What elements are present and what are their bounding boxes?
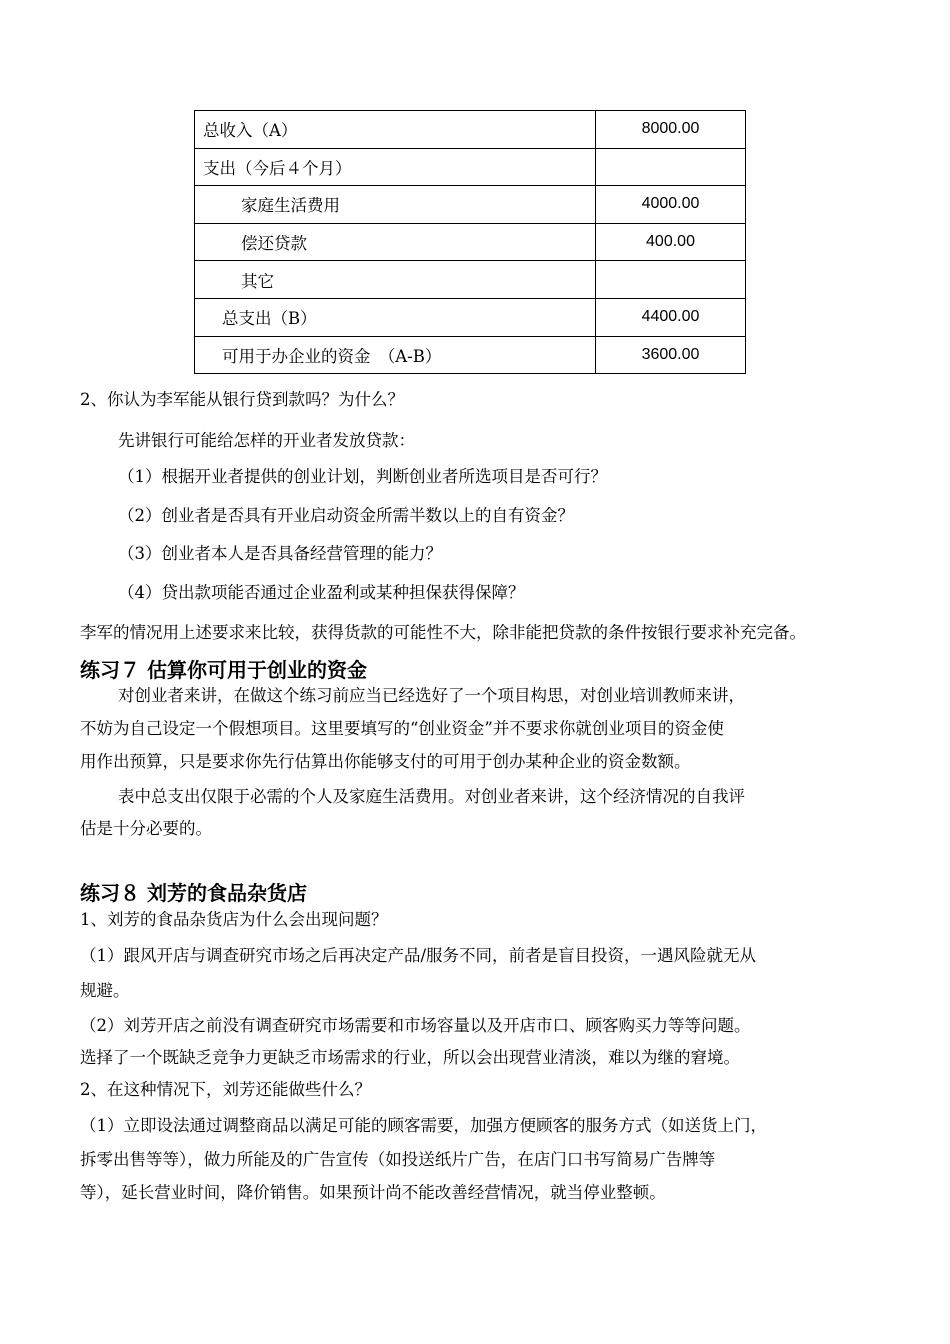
paragraph-line: 不妨为自己设定一个假想项目。这里要填写的“创业资金”并不要求你就创业项目的资金使 <box>80 719 724 738</box>
paragraph-line: 表中总支出仅限于必需的个人及家庭生活费用。对创业者来讲，这个经济情况的自我评 <box>118 787 745 806</box>
row-label: 可用于办企业的资金 （A-B） <box>195 336 596 374</box>
row-label: 其它 <box>195 261 596 299</box>
row-value <box>596 261 746 299</box>
row-value: 4000.00 <box>596 186 746 224</box>
table-row <box>195 261 746 299</box>
paragraph-line: （2）刘芳开店之前没有调查研究市场需要和市场容量以及开店市口、顾客购买力等等问题。 <box>80 1016 751 1035</box>
question-2-intro: 先讲银行可能给怎样的开业者发放贷款： <box>118 431 415 450</box>
question-2-conclusion: 李军的情况用上述要求来比较，获得货款的可能性不大，除非能把贷款的条件按银行要求补充完备。 <box>80 623 806 642</box>
paragraph-line: 等），延长营业时间，降价销售。如果预计尚不能改善经营情况，就当停业整顿。 <box>80 1183 666 1202</box>
criteria-item: （1）根据开业者提供的创业计划，判断创业者所选项目是否可行？ <box>118 467 607 486</box>
row-label: 总支出（B） <box>195 298 596 336</box>
row-value: 8000.00 <box>596 111 746 149</box>
paragraph-line: 选择了一个既缺乏竞争力更缺乏市场需求的行业，所以会出现营业清淡，难以为继的窘境。 <box>80 1048 740 1067</box>
criteria-item: （3）创业者本人是否具备经营管理的能力？ <box>118 544 442 563</box>
question-2: 2、在这种情况下，刘芳还能做些什么？ <box>80 1080 371 1099</box>
question-1: 1、刘芳的食品杂货店为什么会出现问题？ <box>80 910 388 929</box>
table-row <box>195 336 746 374</box>
row-value: 400.00 <box>596 223 746 261</box>
table-row <box>195 223 746 261</box>
paragraph-line: 估是十分必要的。 <box>80 819 212 838</box>
paragraph-line: 拆零出售等等），做力所能及的广告宣传（如投送纸片广告，在店门口书写简易广告牌等 <box>80 1150 716 1169</box>
exercise-8-heading: 练习８ 刘芳的食品杂货店 <box>80 881 307 905</box>
paragraph-line: 用作出预算，只是要求你先行估算出你能够支付的可用于创办某种企业的资金数额。 <box>80 752 691 771</box>
row-label: 总收入（A） <box>195 111 596 149</box>
table-row <box>195 148 746 186</box>
table-row <box>195 298 746 336</box>
question-2: 2、你认为李军能从银行贷到款吗？为什么？ <box>80 390 404 409</box>
paragraph-line: （1）跟风开店与调查研究市场之后再决定产品/服务不同，前者是盲目投资，一遇风险就无从 <box>80 946 757 965</box>
criteria-item: （2）创业者是否具有开业启动资金所需半数以上的自有资金？ <box>118 506 574 525</box>
table-row <box>195 186 746 224</box>
row-value: 3600.00 <box>596 336 746 374</box>
row-label: 家庭生活费用 <box>195 186 596 224</box>
paragraph-line: 规避。 <box>80 981 130 1000</box>
criteria-item: （4）贷出款项能否通过企业盈利或某种担保获得保障？ <box>118 583 525 602</box>
paragraph-line: 对创业者来讲，在做这个练习前应当已经选好了一个项目构思，对创业培训教师来讲， <box>118 686 745 705</box>
row-value <box>596 148 746 186</box>
table-row <box>195 111 746 149</box>
paragraph-line: （1）立即设法通过调整商品以满足可能的顾客需要，加强方便顾客的服务方式（如送货上门， <box>80 1116 767 1135</box>
row-label: 支出（今后４个月） <box>195 148 596 186</box>
budget-table <box>194 110 746 374</box>
row-value: 4400.00 <box>596 298 746 336</box>
row-label: 偿还贷款 <box>195 223 596 261</box>
exercise-7-heading: 练习７ 估算你可用于创业的资金 <box>80 658 367 682</box>
